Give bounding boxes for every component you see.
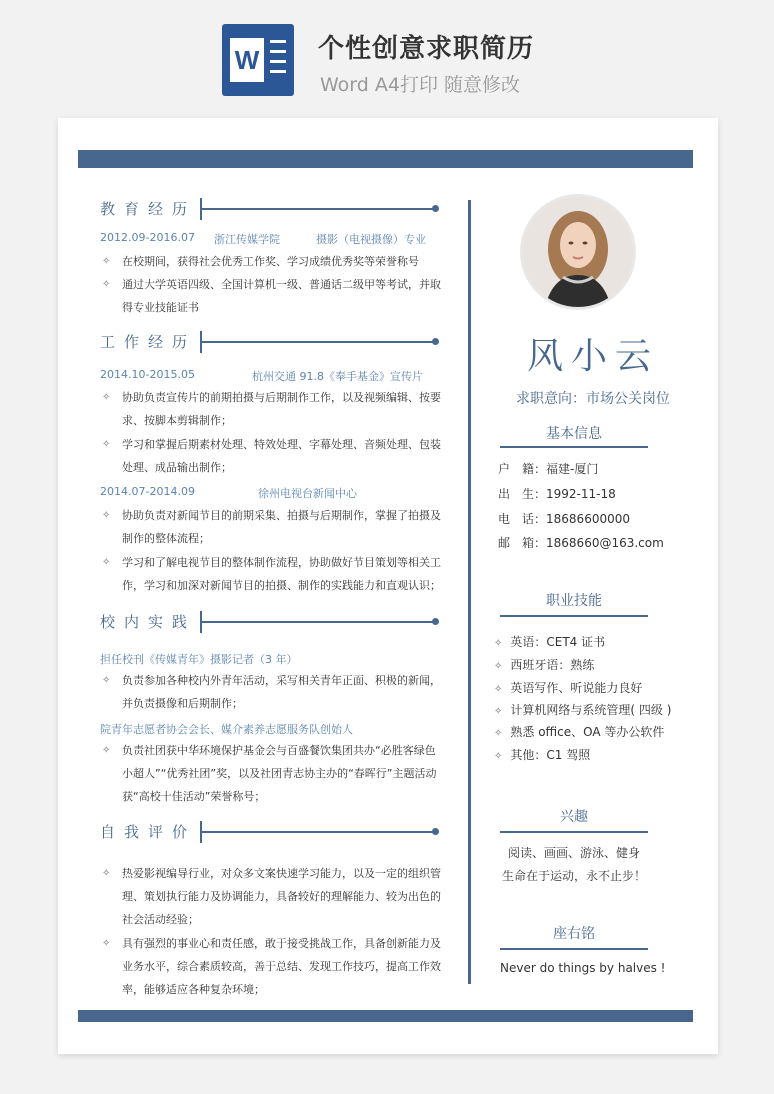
list-item: ✧ 学习和了解电视节目的整体制作流程，协助做好节目策划等相关工作，学习和加深对新闻节目的拍摄、制作的实践能力和直观认识；	[102, 556, 441, 592]
banner-title: 个性创意求职简历	[318, 34, 535, 64]
section-education	[100, 198, 440, 222]
hobby-line: 阅读、画画、游泳、健身	[507, 846, 640, 860]
section-basic-info	[500, 423, 648, 443]
avatar	[520, 194, 636, 310]
skill-item: ✧ 英语：CET4 证书	[494, 635, 606, 649]
section-title: 校内实践	[100, 613, 197, 631]
banner-subtitle: Word A4打印 随意修改	[320, 74, 521, 96]
job-org: 徐州电视台新闻中心	[258, 487, 357, 500]
job-org: 杭州交通 91.8《奉手基金》宣传片	[252, 370, 423, 383]
hobby-line: 生命在于运动，永不止步！	[501, 869, 646, 883]
info-row-hometown: 户 籍：福建-厦门	[498, 462, 599, 476]
header-banner	[0, 0, 774, 112]
candidate-name: 风小云	[526, 336, 659, 377]
job-date: 2014.07-2014.09	[100, 485, 195, 498]
job-date: 2014.10-2015.05	[100, 368, 195, 381]
role-title: 担任校刊《传媒青年》摄影记者（3 年）	[100, 653, 298, 666]
resume-page	[58, 118, 718, 1054]
list-item: ✧ 热爱影视编导行业，对众多文案快速学习能力，以及一定的组织管理、策划执行能力及协调能力，具备较好的理解能力、较为出色的社会活动经验；	[102, 867, 441, 926]
section-motto	[500, 923, 648, 943]
section-self-evaluation	[100, 821, 440, 845]
list-item: ✧ 学习和掌握后期素材处理、特效处理、字幕处理、音频处理、包装处理、成品输出制作；	[102, 438, 441, 474]
list-item: ✧ 负责参加各种校内外青年活动，采写相关青年正面、积极的新闻，并负责摄像和后期制作；	[102, 674, 441, 710]
job-intention: 求职意向：市场公关岗位	[516, 391, 670, 407]
section-title: 座右铭	[553, 926, 595, 942]
section-work	[100, 331, 440, 355]
section-skills	[500, 590, 648, 610]
column-divider	[468, 200, 471, 984]
section-title: 工作经历	[100, 333, 197, 351]
section-title: 自我评价	[100, 823, 197, 841]
word-icon-letter: W	[230, 38, 264, 82]
section-title: 兴趣	[560, 809, 588, 825]
bottom-bar	[78, 1010, 693, 1022]
top-bar	[78, 150, 693, 168]
list-item: ✧ 负责社团获中华环境保护基金会与百盛餐饮集团共办“必胜客绿色小超人”“优秀社团”奖，以及社团青志协主办的“春晖行”主题活动获“高校十佳活动”荣誉称号；	[102, 744, 437, 803]
edu-date: 2012.09-2016.07	[100, 231, 195, 244]
skill-item: ✧ 计算机网络与系统管理( 四级 )	[494, 703, 672, 717]
list-item: ✧ 协助负责对新闻节目的前期采集、拍摄与后期制作，掌握了拍摄及制作的整体流程；	[102, 509, 441, 545]
edu-major: 摄影（电视摄像）专业	[316, 233, 426, 246]
skill-item: ✧ 熟悉 office、OA 等办公软件	[494, 725, 665, 739]
skill-item: ✧ 其他：C1 驾照	[494, 748, 591, 762]
info-row-phone: 电 话：18686600000	[498, 512, 630, 526]
list-item: ✧ 通过大学英语四级、全国计算机一级、普通话二级甲等考试，并取得专业技能证书	[102, 278, 441, 314]
word-icon	[222, 24, 294, 96]
list-item: ✧ 具有强烈的事业心和责任感，敢于接受挑战工作，具备创新能力及业务水平，综合素质较高，善于总结、发现工作技巧，提高工作效率，能够适应各种复杂环境；	[102, 937, 441, 996]
skill-item: ✧ 英语写作、听说能力良好	[494, 681, 643, 695]
edu-school: 浙江传媒学院	[214, 233, 280, 246]
section-title: 基本信息	[546, 426, 602, 442]
role-title: 院青年志愿者协会会长、媒介素养志愿服务队创始人	[100, 723, 353, 736]
section-title: 教育经历	[100, 200, 197, 218]
portrait-image	[523, 197, 633, 307]
section-hobby	[500, 806, 648, 826]
list-item: ✧ 协助负责宣传片的前期拍摄与后期制作工作，以及视频编辑、按要求、按脚本剪辑制作；	[102, 391, 441, 427]
motto-text: Never do things by halves !	[500, 961, 666, 975]
section-campus	[100, 611, 440, 635]
section-title: 职业技能	[546, 593, 602, 609]
info-row-email: 邮 箱：1868660@163.com	[498, 536, 664, 550]
skill-item: ✧ 西班牙语：熟练	[494, 658, 595, 672]
list-item: ✧ 在校期间，获得社会优秀工作奖、学习成绩优秀奖等荣誉称号	[102, 255, 419, 268]
info-row-birth: 出 生：1992-11-18	[498, 487, 616, 501]
